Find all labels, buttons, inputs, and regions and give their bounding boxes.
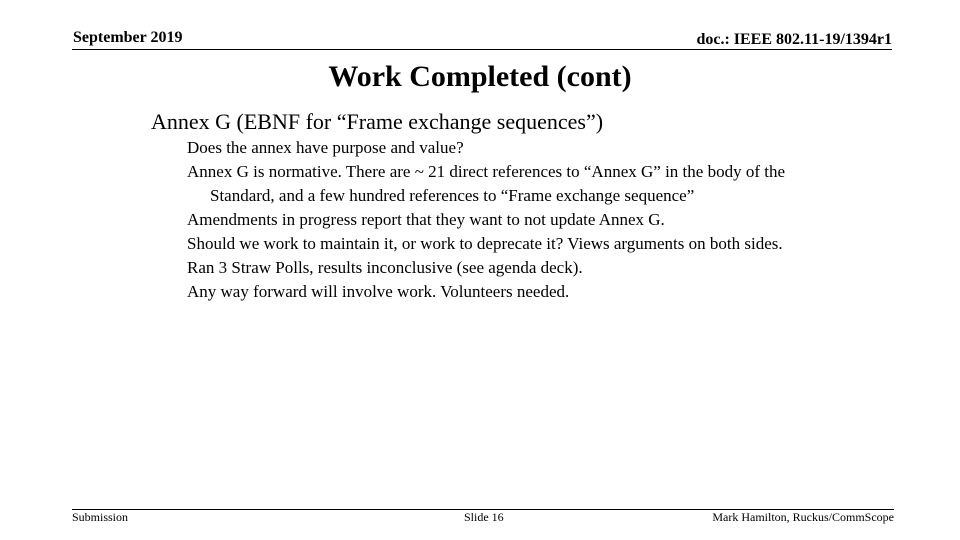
- header-doc-id: doc.: IEEE 802.11-19/1394r1: [696, 31, 892, 48]
- section-heading: Annex G (EBNF for “Frame exchange sequences”): [151, 109, 604, 134]
- header-date: September 2019: [73, 29, 183, 46]
- bullet-list: [187, 136, 827, 304]
- bullet-item: Amendments in progress report that they want to not update Annex G.: [187, 210, 665, 229]
- footer-author: Mark Hamilton, Ruckus/CommScope: [712, 510, 894, 524]
- footer-slide-number: Slide 16: [464, 510, 504, 524]
- bullet-item: Should we work to maintain it, or work to deprecate it? Views arguments on both sides.: [187, 234, 783, 253]
- bullet-item: Does the annex have purpose and value?: [187, 138, 464, 157]
- slide-title: Work Completed (cont): [328, 60, 632, 93]
- bullet-item: Annex G is normative. There are ~ 21 direct references to “Annex G” in the body of the Standard, and a few hundred references to “Frame exchange sequence”: [187, 162, 785, 205]
- footer-submission: Submission: [72, 510, 129, 524]
- bullet-item: Any way forward will involve work. Volunteers needed.: [187, 282, 570, 301]
- bullet-item: Ran 3 Straw Polls, results inconclusive (see agenda deck).: [187, 258, 583, 277]
- header-divider: [72, 49, 892, 50]
